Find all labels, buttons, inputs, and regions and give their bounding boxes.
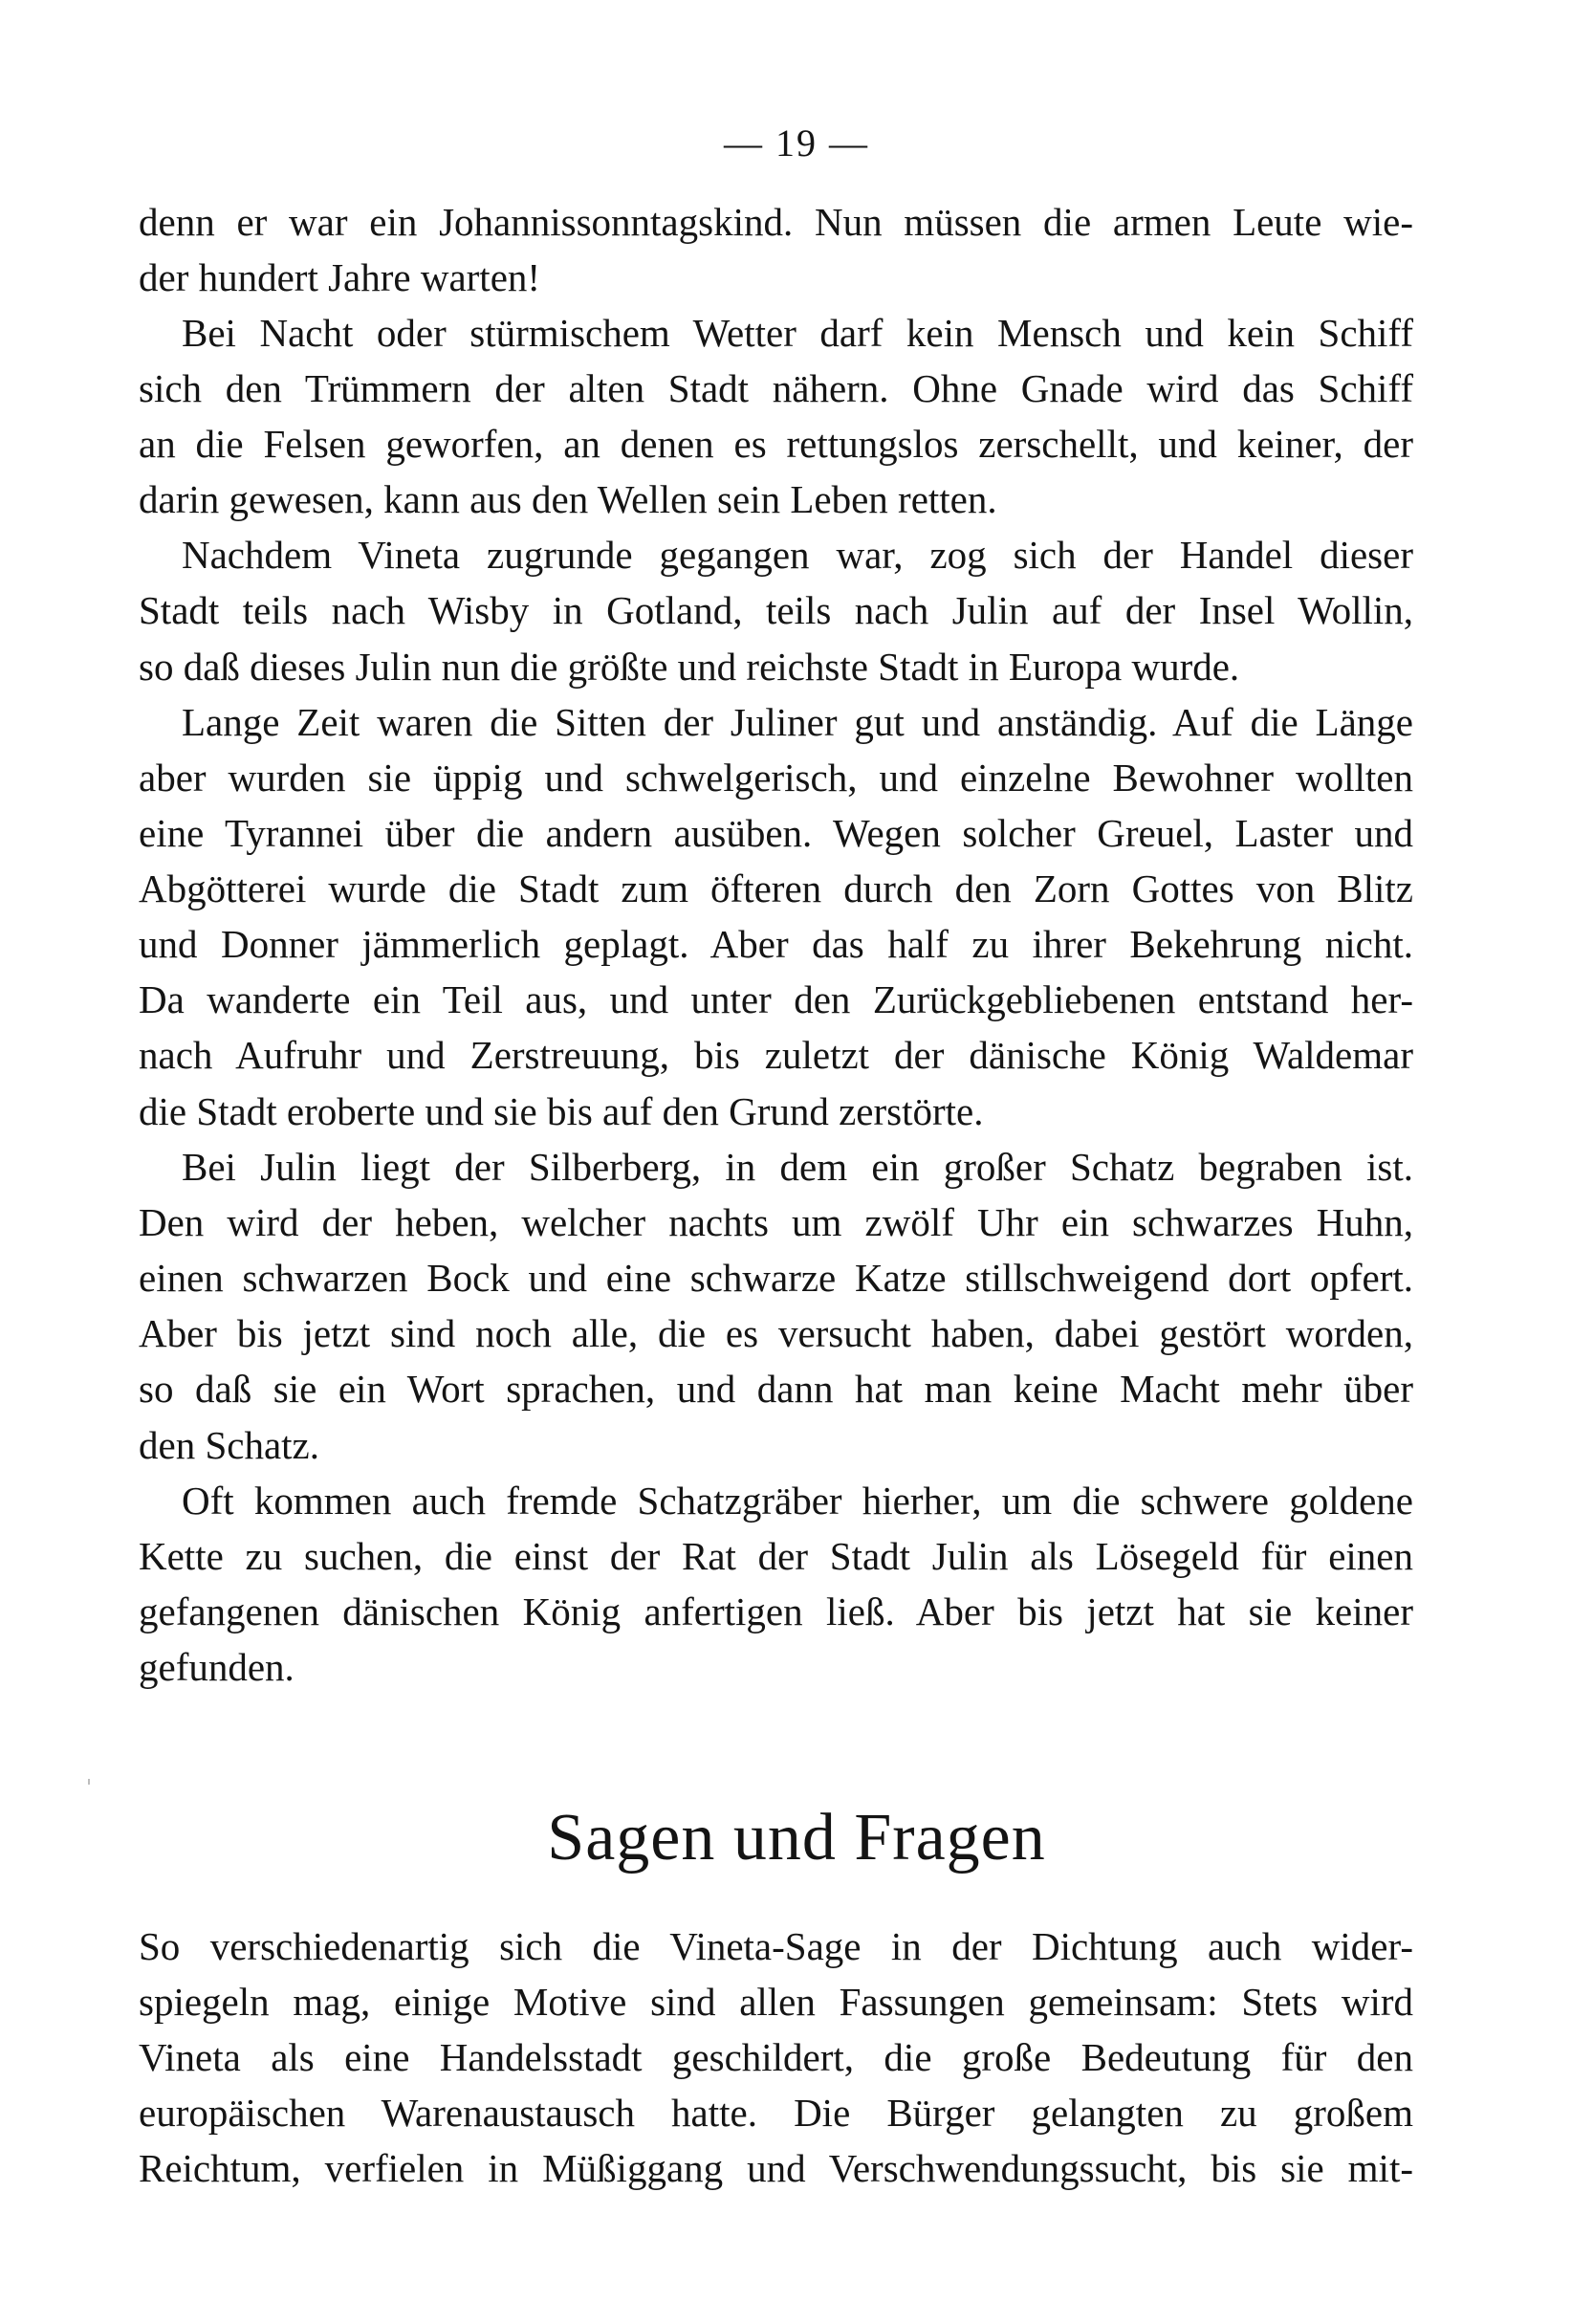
text-line: Stadt teils nach Wisby in Gotland, teils nach Julin auf der Insel Wollin, [139, 588, 1413, 632]
text-line: und Donner jämmerlich geplagt. Aber das half zu ihrer Bekehrung nicht. [139, 922, 1413, 966]
text-line: Vineta als eine Handelsstadt geschildert, die große Bedeutung für den [139, 2035, 1413, 2079]
text-line: Kette zu suchen, die einst der Rat der Stadt Julin als Lösegeld für einen [139, 1534, 1413, 1578]
text-line: So verschiedenartig sich die Vineta-Sage in der Dichtung auch wider- [139, 1924, 1413, 1968]
text-line: gefangenen dänischen König anfertigen ließ. Aber bis jetzt hat sie keiner [139, 1590, 1413, 1633]
text-line: Da wanderte ein Teil aus, und unter den Zurückgebliebenen entstand her- [139, 977, 1413, 1021]
text-line: sich den Trümmern der alten Stadt nähern. Ohne Gnade wird das Schiff [139, 366, 1413, 410]
text-line: den Schatz. [139, 1423, 319, 1467]
text-line: Abgötterei wurde die Stadt zum öfteren durch den Zorn Gottes von Blitz [139, 866, 1413, 910]
text-line: einen schwarzen Bock und eine schwarze Katze stillschweigend dort opfert. [139, 1256, 1413, 1300]
text-line: Bei Nacht oder stürmischem Wetter darf kein Mensch und kein Schiff [182, 311, 1413, 355]
text-line: Aber bis jetzt sind noch alle, die es versucht haben, dabei gestört worden, [139, 1311, 1413, 1355]
text-line: so daß sie ein Wort sprachen, und dann hat man keine Macht mehr über [139, 1367, 1413, 1411]
text-line: eine Tyrannei über die andern ausüben. Wegen solcher Greuel, Laster und [139, 811, 1413, 855]
text-line: darin gewesen, kann aus den Wellen sein Leben retten. [139, 477, 997, 521]
page-number: — 19 — [724, 121, 869, 164]
text-line: Oft kommen auch fremde Schatzgräber hierher, um die schwere goldene [182, 1479, 1413, 1523]
text-line: nach Aufruhr und Zerstreuung, bis zuletzt der dänische König Waldemar [139, 1033, 1413, 1077]
text-line: die Stadt eroberte und sie bis auf den Grund zerstörte. [139, 1089, 984, 1133]
text-line: Reichtum, verfielen in Müßiggang und Verschwendungssucht, bis sie mit- [139, 2146, 1413, 2190]
scan-speck [88, 1779, 90, 1785]
text-line: Bei Julin liegt der Silberberg, in dem ein großer Schatz begraben ist. [182, 1145, 1413, 1189]
text-line: Lange Zeit waren die Sitten der Juliner gut und anständig. Auf die Länge [182, 700, 1413, 744]
text-line: Nachdem Vineta zugrunde gegangen war, zog sich der Handel dieser [182, 533, 1413, 577]
text-line: so daß dieses Julin nun die größte und reichste Stadt in Europa wurde. [139, 645, 1240, 689]
text-line: spiegeln mag, einige Motive sind allen Fassungen gemeinsam: Stets wird [139, 1980, 1413, 2024]
text-line: Den wird der heben, welcher nachts um zwölf Uhr ein schwarzes Huhn, [139, 1200, 1413, 1244]
text-line: gefunden. [139, 1645, 295, 1689]
text-line: der hundert Jahre warten! [139, 255, 541, 299]
text-line: an die Felsen geworfen, an denen es rettungslos zerschellt, und keiner, der [139, 422, 1413, 466]
text-line: aber wurden sie üppig und schwelgerisch, und einzelne Bewohner wollten [139, 756, 1413, 800]
section-heading: Sagen und Fragen [547, 1801, 1046, 1875]
text-line: denn er war ein Johannissonntagskind. Nun müssen die armen Leute wie- [139, 200, 1413, 244]
text-line: europäischen Warenaustausch hatte. Die Bürger gelangten zu großem [139, 2091, 1413, 2135]
